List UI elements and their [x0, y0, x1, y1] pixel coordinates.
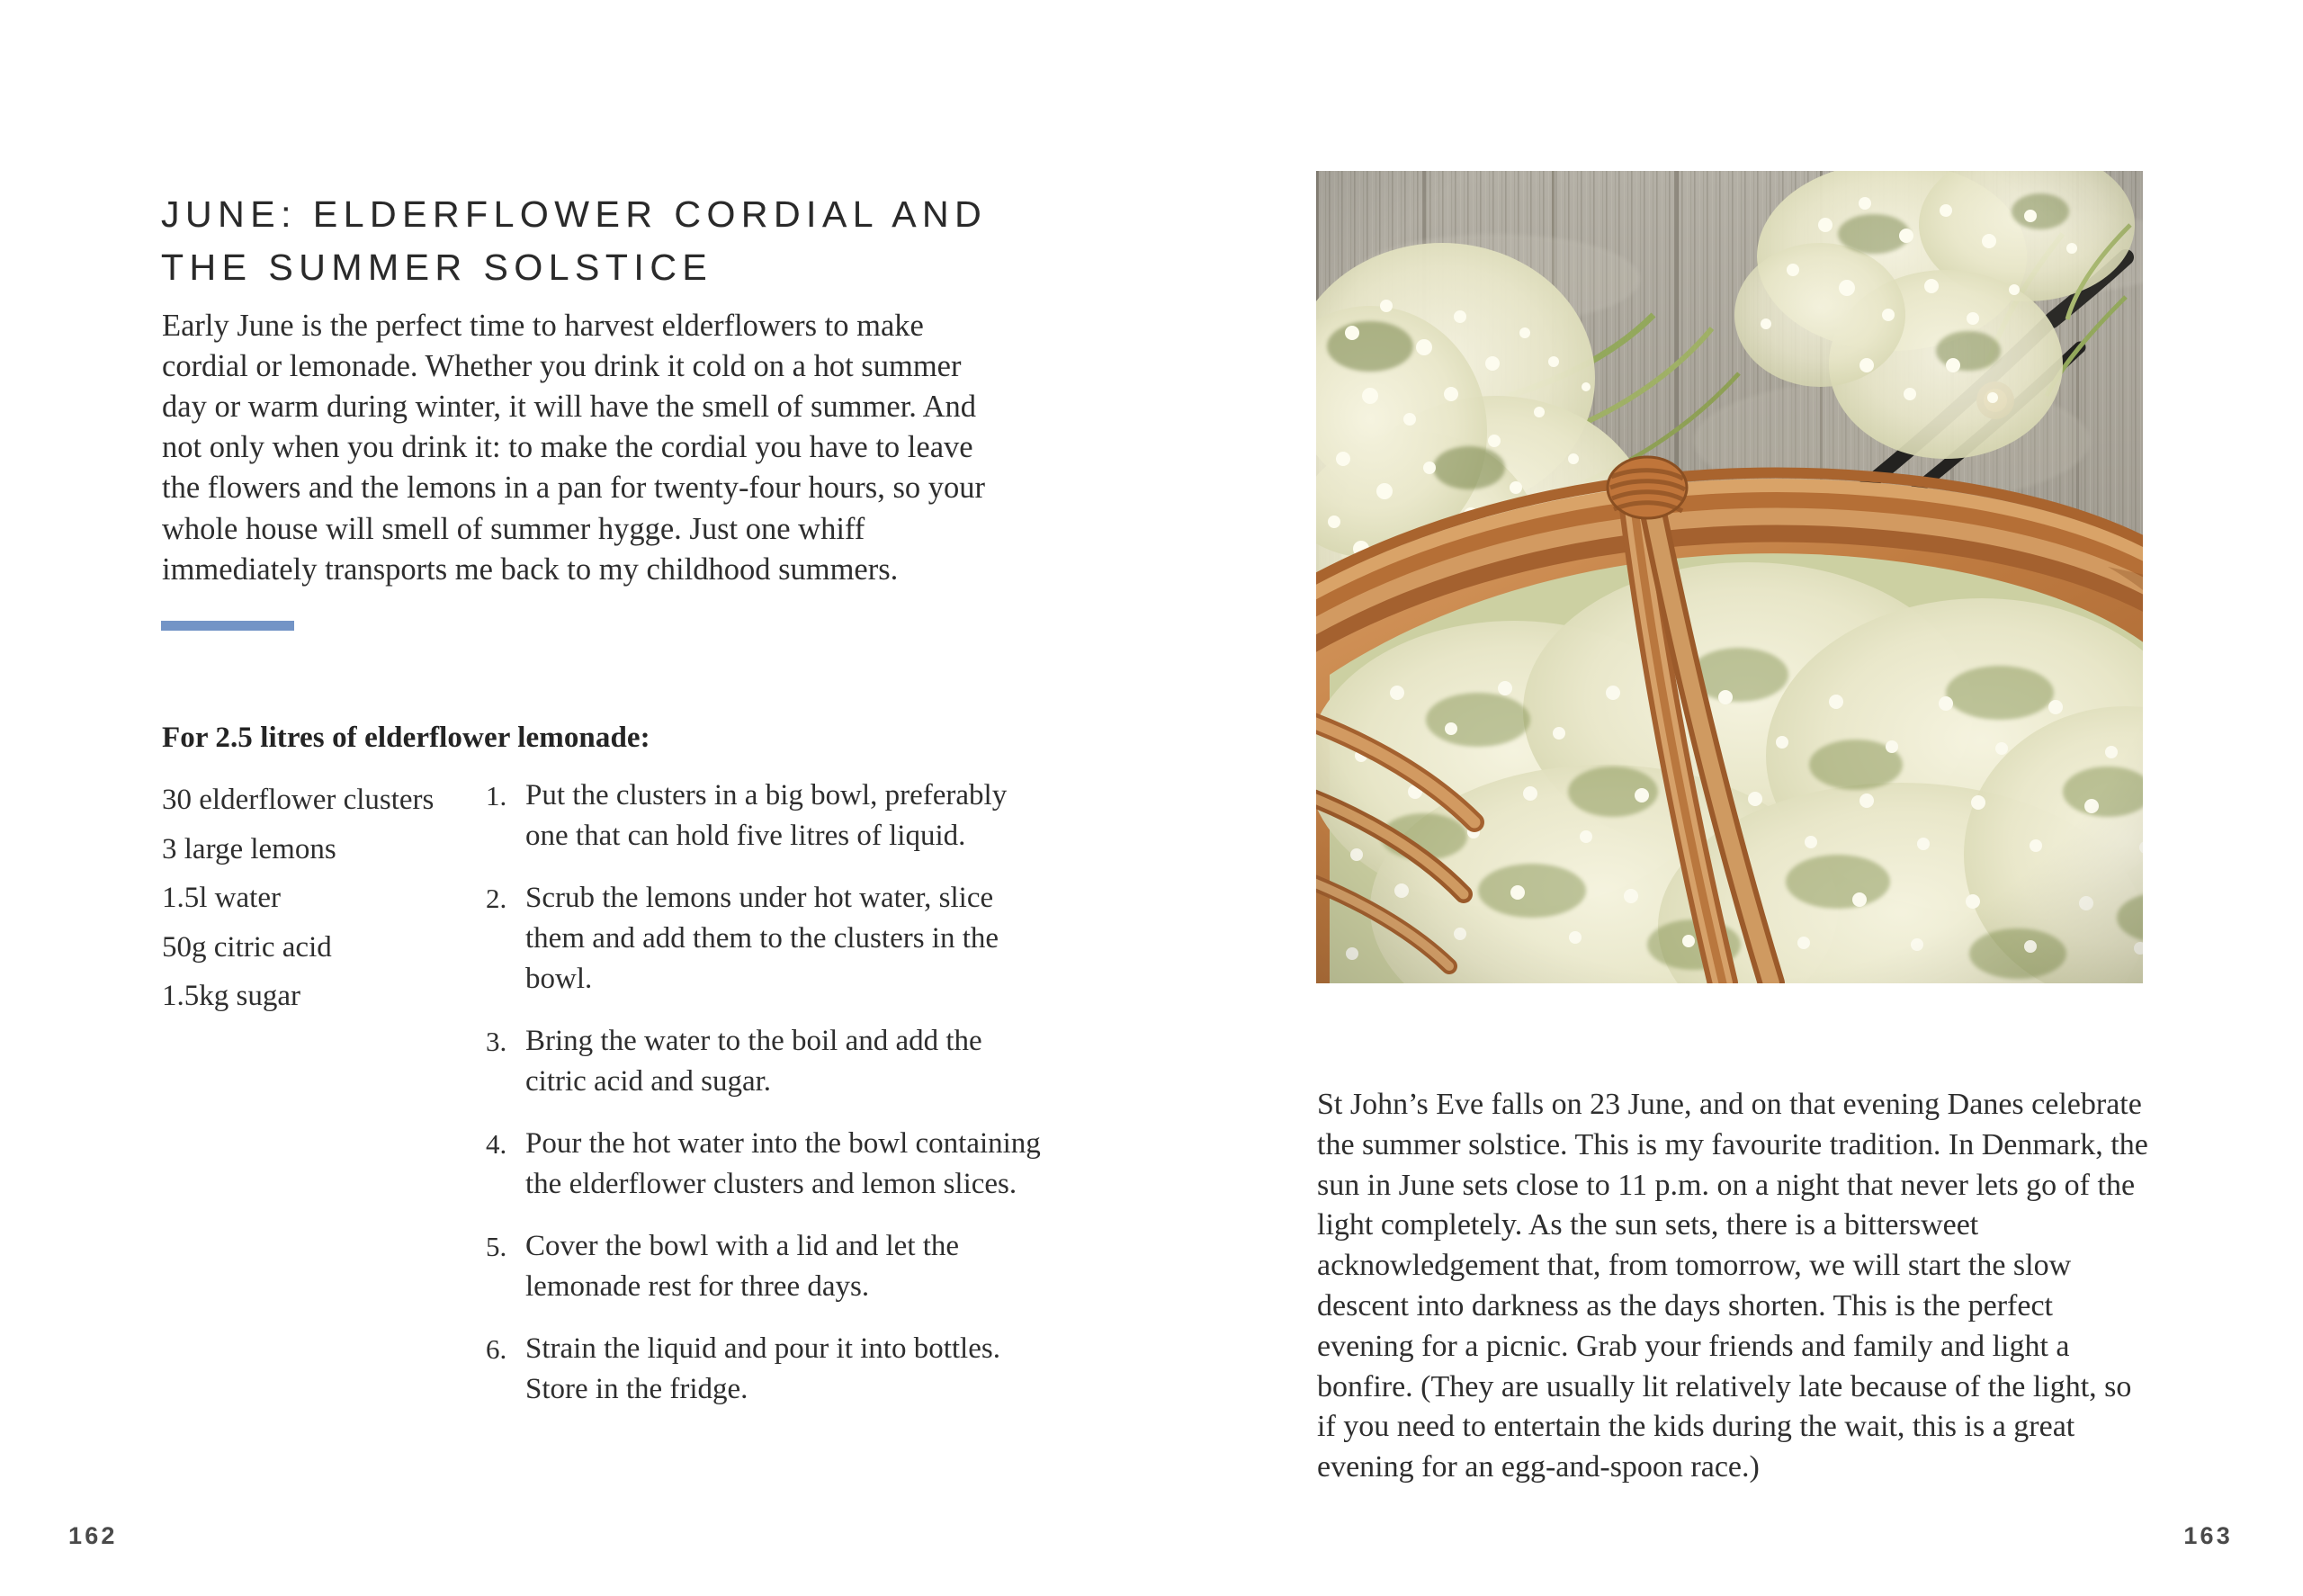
step-number: 4. [486, 1128, 507, 1160]
list-item [486, 1021, 1044, 1102]
elderflower-basket-photo [1316, 171, 2143, 983]
step-number: 5. [486, 1231, 507, 1262]
step-number: 1. [486, 780, 507, 811]
step-number: 2. [486, 883, 507, 914]
list-item: 30 elderflower clusters [162, 784, 435, 816]
page-number-right: 163 [2183, 1522, 2233, 1549]
instruction-steps-list [486, 776, 1044, 1431]
list-item: 1.5l water [162, 882, 281, 914]
step-text: Cover the bowl with a lid and let the lemonade rest for three days. [525, 1230, 960, 1303]
step-text: Pour the hot water into the bowl containing the elderflower clusters and lemon slices. [525, 1127, 1041, 1200]
list-item [486, 878, 1044, 1000]
list-item: 3 large lemons [162, 832, 336, 865]
list-item [486, 1124, 1044, 1205]
step-text: Put the clusters in a big bowl, preferably one that can hold five litres of liquid. [525, 779, 1008, 852]
solstice-paragraph: St John’s Eve falls on 23 June, and on that evening Danes celebrate the summer solstice. This is my favourite tradition. In Denmark, the sun in June sets close to 11 p.m. on a night that never lets go of the light completely. As the sun sets, there is a bittersweet acknowledgement that, from tomorrow, we will start the slow descent into darkness as the days shorten. This is the perfect evening for a picnic. Grab your friends and family and light a bonfire. (They are usually lit relatively late because of the light, so if you need to entertain the kids during the wait, this is a great evening for an egg-and-spoon race.) [1317, 1088, 2148, 1484]
list-item [486, 776, 1044, 856]
ingredients-list [162, 776, 459, 1021]
list-item [486, 1226, 1044, 1307]
page-number-left: 162 [68, 1522, 118, 1549]
step-text: Scrub the lemons under hot water, slice them and add them to the clusters in the bowl. [525, 882, 999, 995]
list-item: 1.5kg sugar [162, 980, 300, 1012]
section-divider-rule [161, 621, 294, 631]
right-page [1152, 0, 2303, 1596]
step-text: Strain the liquid and pour it into bottles. Store in the fridge. [525, 1332, 1000, 1405]
step-number: 6. [486, 1333, 507, 1365]
chapter-heading: JUNE: ELDERFLOWER CORDIAL AND THE SUMMER SOLSTICE [161, 193, 988, 288]
list-item: 50g citric acid [162, 930, 332, 964]
recipe-title: For 2.5 litres of elderflower lemonade: [162, 722, 650, 755]
step-text: Bring the water to the boil and add the citric acid and sugar. [525, 1025, 982, 1098]
step-number: 3. [486, 1026, 507, 1057]
list-item [486, 1329, 1044, 1410]
intro-paragraph: Early June is the perfect time to harvest elderflowers to make cordial or lemonade. Whether you drink it cold on a hot summer day or warm during winter, it will have the smell of summer. And not only when you drink it: to make the cordial you have to leave the flowers and the lemons in a pan for twenty-four hours, so your whole house will smell of summer hygge. Just one whiff immediately transports me back to my childhood summers. [162, 308, 985, 587]
